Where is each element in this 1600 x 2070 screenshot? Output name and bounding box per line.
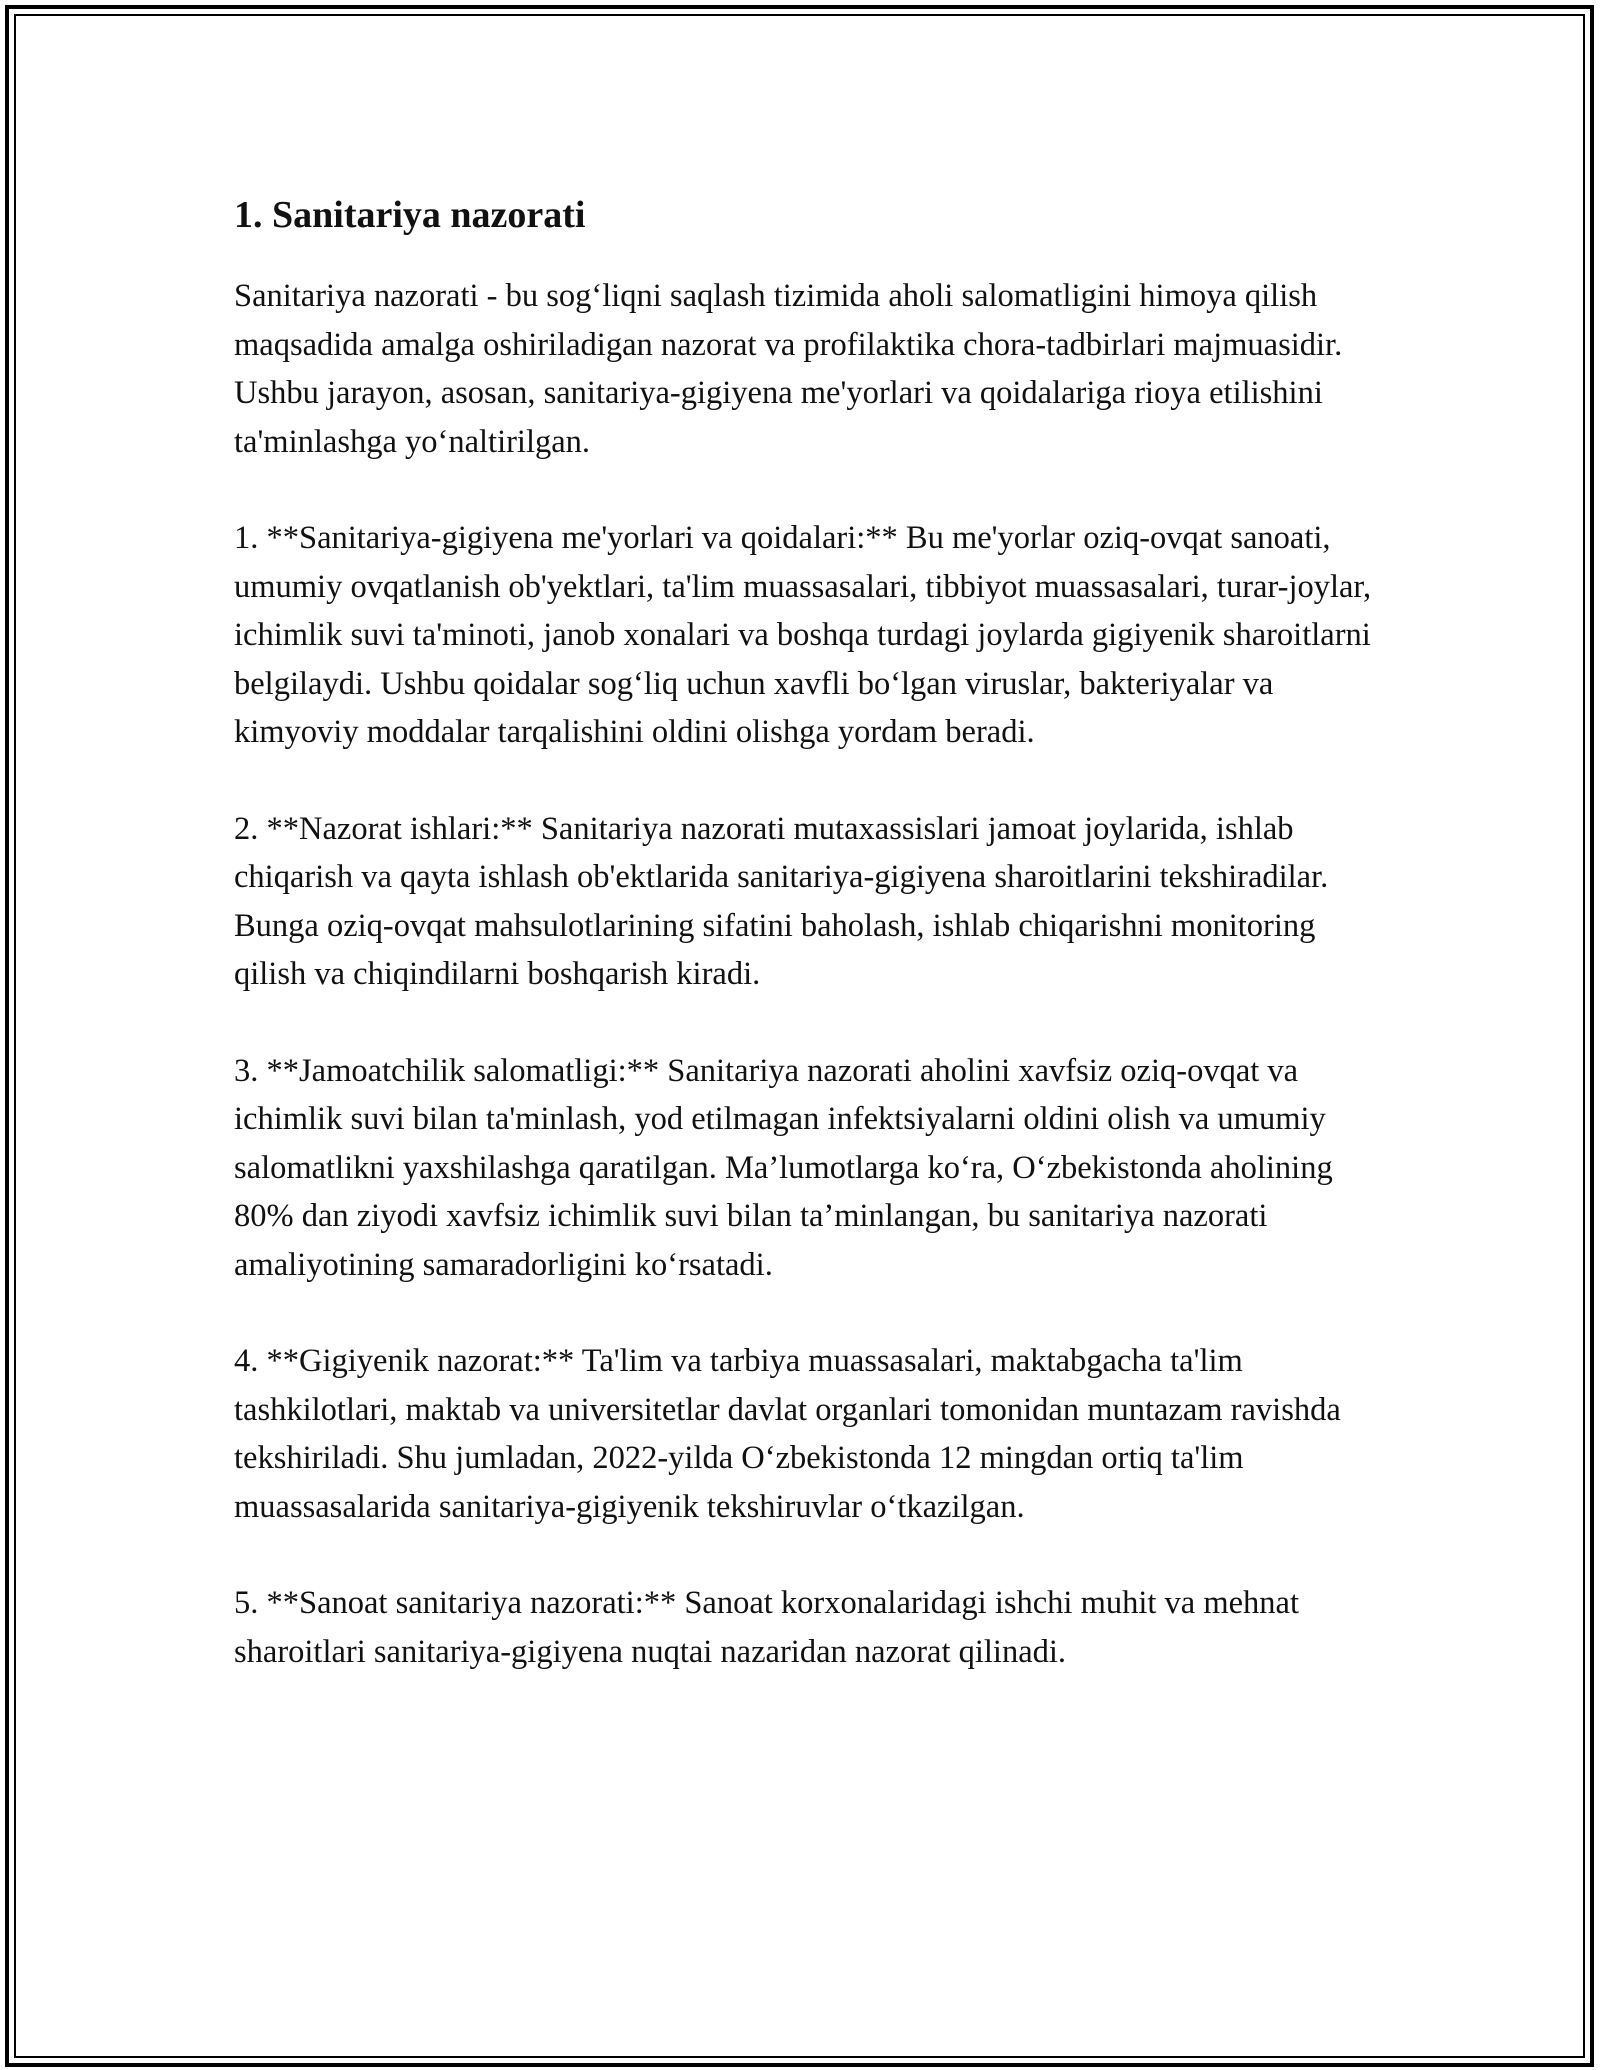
intro-paragraph: Sanitariya nazorati - bu sog‘liqni saqlash tizimida aholi salomatligini himoya qilish maqsadida amalga oshiriladigan nazorat va profilaktika chora-tadbirlari majmuasidir. Ushbu jarayon, asosan, sanitariya-gigiyena me'yorlari va qoidalariga rioya etilishini ta'minlashga yo‘naltirilgan. [234, 278, 1343, 460]
paragraph-public-health: 3. **Jamoatchilik salomatligi:** Sanitariya nazorati aholini xavfsiz oziq-ovqat va ichimlik suvi bilan ta'minlash, yod etilmagan infektsiyalarni oldini olish va umumiy salomatlikni yaxshilashga qaratilgan. Ma’lumotlarga ko‘ra, O‘zbekistonda aholining 80% dan ziyodi xavfsiz ichimlik suvi bilan ta’minlangan, bu sanitariya nazorati amaliyotining samaradorligini ko‘rsatadi. [234, 1052, 1333, 1283]
document-body [234, 188, 1394, 1724]
section-title: 1. Sanitariya nazorati [234, 194, 586, 236]
paragraph-inspection-work: 2. **Nazorat ishlari:** Sanitariya nazorati mutaxassislari jamoat joylarida, ishlab chiqarish va qayta ishlash ob'ektlarida sanitariya-gigiyena sharoitlarini tekshiradilar. Bunga oziq-ovqat mahsulotlarining sifatini baholash, ishlab chiqarishni monitoring qilish va chiqindilarni boshqarish kiradi. [234, 810, 1329, 992]
paragraph-hygiene-norms: 1. **Sanitariya-gigiyena me'yorlari va qoidalari:** Bu me'yorlar oziq-ovqat sanoati, umumiy ovqatlanish ob'yektlari, ta'lim muassasalari, tibbiyot muassasalari, turar-joylar, ichimlik suvi ta'minoti, janob xonalari va boshqa turdagi joylarda gigiyenik sharoitlarni belgilaydi. Ushbu qoidalar sog‘liq uchun xavfli bo‘lgan viruslar, bakteriyalar va kimyoviy moddalar tarqalishini oldini olishga yordam beradi. [234, 520, 1372, 750]
paragraph-hygienic-control: 4. **Gigiyenik nazorat:** Ta'lim va tarbiya muassasalari, maktabgacha ta'lim tashkilotlari, maktab va universitetlar davlat organlari tomonidan muntazam ravishda tekshiriladi. Shu jumladan, 2022-yilda O‘zbekistonda 12 mingdan ortiq ta'lim muassasalarida sanitariya-gigiyenik tekshiruvlar o‘tkazilgan. [234, 1343, 1341, 1525]
paragraph-industrial-control: 5. **Sanoat sanitariya nazorati:** Sanoat korxonalaridagi ishchi muhit va mehnat sharoitlari sanitariya-gigiyena nuqtai nazaridan nazorat qilinadi. [234, 1585, 1299, 1670]
